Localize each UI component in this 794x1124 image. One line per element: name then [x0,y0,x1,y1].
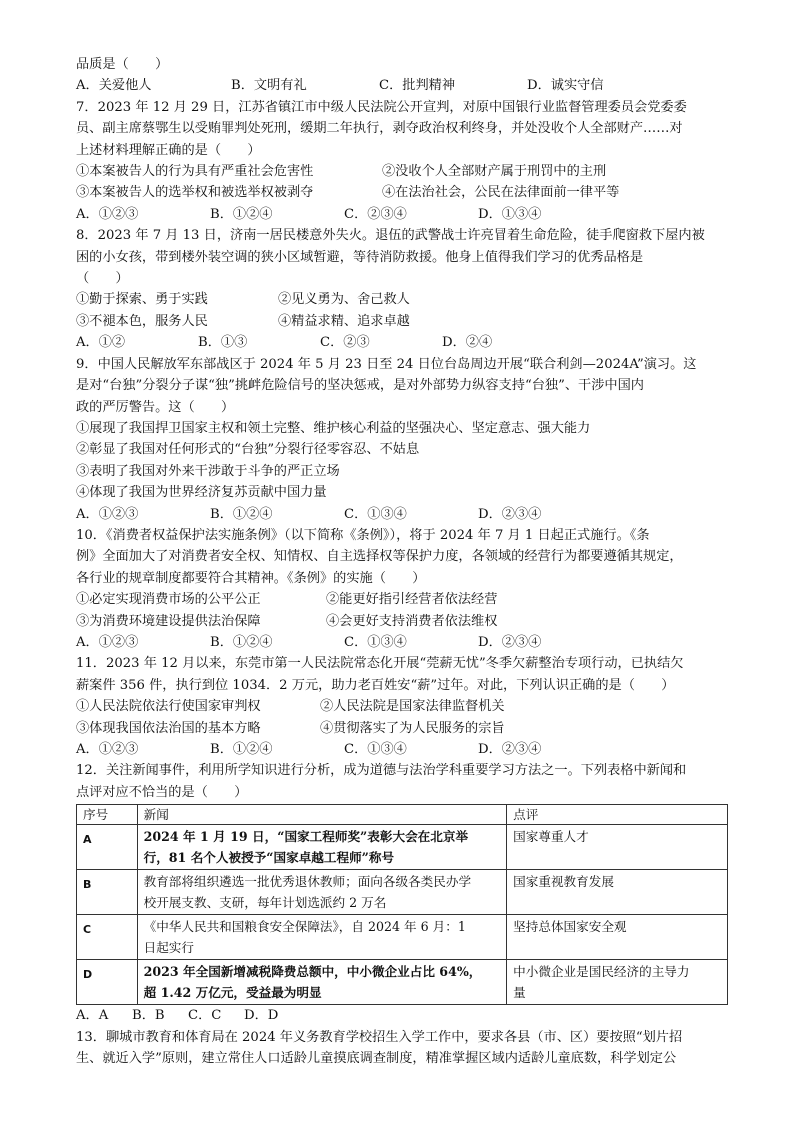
statement-row [76,289,726,310]
statement: ①人民法院依法行使国家审判权 [76,699,261,715]
news-cell [137,825,507,870]
question-stem-line: 12．关注新闻事件，利用所学知识进行分析，成为道德与法治学科重要学习方法之一。下列表格中新闻和 [76,763,687,779]
exam-page [76,54,726,1069]
answer-options [76,204,726,225]
answer-options [76,504,726,525]
comment-cell [507,825,728,870]
question-stem-line: 生、就近入学”原则，建立常住人口适龄儿童摸底调查制度，精准掌握区域内适龄儿童底数，科学划定公 [76,1051,677,1067]
comment-line: 量 [513,985,526,1001]
option-d: D．②③④ [478,742,542,757]
answer-options [76,332,726,353]
table-row [77,870,728,915]
question-stem-line: （ ） [76,271,129,287]
column-header: 点评 [507,805,728,825]
option-d: D．②③④ [478,506,542,522]
option-c: C．①③④ [344,742,407,757]
question-stem-line: 困的小女孩，带到楼外装空调的狭小区域暂避，等待消防救援。他身上值得我们学习的优秀品格是 [76,249,644,265]
option-c: C．C [188,1008,222,1024]
statement: ④体现了我国为世界经济复苏贡献中国力量 [76,485,327,501]
option-c: C．批判精神 [379,78,456,94]
option-a: A．①②③ [76,634,139,650]
option-d: D．②③④ [478,634,542,650]
statement-row [76,161,726,182]
statement: ①必定实现消费市场的公平公正 [76,592,261,608]
option-b: B．B [132,1008,165,1024]
row-id: D [77,960,138,1005]
option-b: B．①②④ [210,742,273,757]
option-b: B．文明有礼 [231,78,307,94]
statement: ④在法治社会，公民在法律面前一律平等 [382,185,620,201]
question-9 [76,354,726,525]
question-10 [76,525,726,653]
statement: ③表明了我国对外来干涉敢于斗争的严正立场 [76,463,340,479]
comment-line: 国家重视教育发展 [513,874,614,890]
statement: ④精益求精、追求卓越 [278,313,410,329]
option-a: A．①②③ [76,206,139,222]
question-stem-line: 11．2023 年 12 月以来，东莞市第一人民法院常态化开展“莞薪无忧”冬季欠薪整治专项行动，已执结欠 [76,656,684,672]
question-7 [76,97,726,225]
question-13 [76,1027,726,1070]
news-table [76,804,728,1005]
news-line: 《中华人民共和国粮食安全保障法》，自 2024 年 6 月：1 [143,919,466,935]
question-stem-line: 是对“台独”分裂分子谋“独”挑衅危险信号的坚决惩戒，是对外部势力纵容支持“台独”、干涉中国内 [76,378,644,394]
question-stem-line: 员、副主席蔡鄂生以受贿罪判处死刑，缓期二年执行，剥夺政治权利终身，并处没收个人全部财产……对 [76,121,683,137]
option-b: B．①②④ [210,206,273,222]
question-stem-line: 7．2023 年 12 月 29 日，江苏省镇江市中级人民法院公开宣判，对原中国银行业监督管理委员会党委委 [76,99,687,115]
question-6-tail [76,54,726,97]
question-stem-line: 10．《消费者权益保护法实施条例》（以下简称《条例》），将于 2024 年 7 月 1 日起正式施行。《条 [76,527,650,543]
comment-line: 国家尊重人才 [513,829,589,845]
question-stem-line: 上述材料理解正确的是（ ） [76,142,261,158]
option-d: D．①③④ [478,206,542,222]
option-a: A．A [76,1008,109,1024]
statement: ①勤于探索、勇于实践 [76,292,208,308]
option-a: A．①②③ [76,506,139,522]
statement: ②见义勇为、舍己救人 [278,292,410,308]
news-cell [137,960,507,1005]
option-b: B．①②④ [210,634,273,650]
statement: ②彰显了我国对任何形式的“台独”分裂行径零容忍、不姑息 [76,442,420,458]
option-c: C．①③④ [344,634,407,650]
statement: ④贯彻落实了为人民服务的宗旨 [320,720,505,736]
statement-row [76,611,726,632]
statement: ③本案被告人的选举权和被选举权被剥夺 [76,185,314,201]
option-a: A．①② [76,335,126,351]
comment-cell [507,915,728,960]
statement: ②人民法院是国家法律监督机关 [320,699,505,715]
news-line: 校开展支教、支研，每年计划选派约 2 万名 [143,895,387,911]
statement: ③不褪本色，服务人民 [76,313,208,329]
option-b: B．①③ [198,335,248,351]
option-d: D．诚实守信 [527,78,604,94]
question-stem-line: 13．聊城市教育和体育局在 2024 年义务教育学校招生入学工作中，要求各县（市、区）要按照“划片招 [76,1029,683,1045]
question-stem-line: 点评对应不恰当的是（ ） [76,784,248,800]
statement: ④会更好支持消费者依法维权 [326,613,498,629]
option-c: C．②③ [320,335,370,351]
answer-options [76,739,726,760]
row-id: B [77,870,138,915]
comment-cell [507,960,728,1005]
question-12 [76,760,726,1026]
question-11 [76,653,726,760]
question-stem: 品质是（ ） [76,57,169,72]
news-line: 2024 年 1 月 19 日，“国家工程师奖”表彰大会在北京举 [143,829,469,845]
question-stem-line: 例》全面加大了对消费者安全权、知情权、自主选择权等保护力度，各领域的经营行为都要遵循其规定， [76,549,683,565]
statement: ②没收个人全部财产属于刑罚中的主刑 [382,164,607,180]
option-c: C．②③④ [344,206,407,222]
column-header: 序号 [77,805,138,825]
table-row [77,960,728,1005]
question-stem-line: 薪案件 356 件，执行到位 1034．2 万元，助力老百姓安“薪”过年。对此，下列认识正确的是（ ） [76,677,675,693]
option-a: A．关爱他人 [76,78,152,94]
option-c: C．①③④ [344,506,407,522]
statement: ③体现我国依法治国的基本方略 [76,720,261,736]
answer-options [76,632,726,653]
statement-row [76,696,726,717]
question-8 [76,225,726,353]
option-d: D．②④ [442,335,493,351]
comment-line: 中小微企业是国民经济的主导力 [513,964,690,980]
comment-line: 坚持总体国家安全观 [513,919,627,935]
statement: ①展现了我国捍卫国家主权和领土完整、维护核心利益的坚强决心、坚定意志、强大能力 [76,420,591,436]
news-line: 超 1.42 万亿元，受益最为明显 [143,985,322,1001]
option-b: B．①②④ [210,506,273,522]
question-stem-line: 8．2023 年 7 月 13 日，济南一居民楼意外失火。退伍的武警战士许亮冒着生命危险，徒手爬窗救下屋内被 [76,228,705,244]
statement: ①本案被告人的行为具有严重社会危害性 [76,164,314,180]
option-d: D．D [244,1008,279,1024]
row-id: C [77,915,138,960]
news-cell [137,870,507,915]
statement-row [76,311,726,332]
option-a: A．①②③ [76,742,139,757]
question-stem-line: 政的严厉警告。这（ ） [76,399,235,415]
question-stem-line: 各行业的规章制度都要符合其精神。《条例》的实施（ ） [76,570,426,586]
statement-row [76,718,726,739]
question-stem-line: 9．中国人民解放军东部战区于 2024 年 5 月 23 日至 24 日位台岛周边开展“联合利剑—2024A”演习。这 [76,356,697,372]
column-header: 新闻 [137,805,507,825]
news-line: 2023 年全国新增减税降费总额中，中小微企业占比 64%， [143,964,482,980]
table-row [77,825,728,870]
statement: ③为消费环境建设提供法治保障 [76,613,261,629]
statement: ②能更好指引经营者依法经营 [326,592,498,608]
news-cell [137,915,507,960]
statement-row [76,182,726,203]
answer-options [76,1005,726,1026]
answer-options [76,75,726,96]
table-header-row [77,805,728,825]
statement-row [76,589,726,610]
news-line: 日起实行 [143,940,194,956]
comment-cell [507,870,728,915]
news-line: 教育部将组织遴选一批优秀退休教师；面向各级各类民办学 [143,874,472,890]
table-row [77,915,728,960]
row-id: A [77,825,138,870]
news-line: 行，81 名个人被授予“国家卓越工程师”称号 [143,850,395,866]
